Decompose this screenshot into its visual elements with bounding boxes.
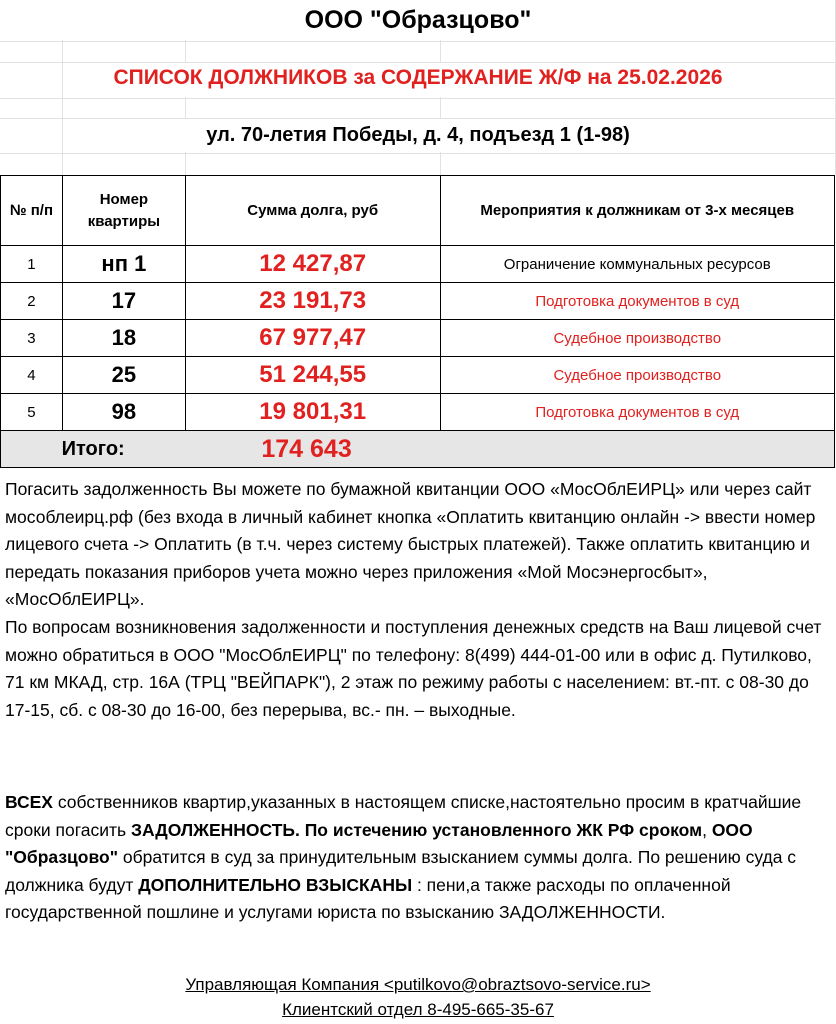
total-label: Итого: [1, 431, 186, 468]
row-number: 4 [1, 357, 63, 394]
row-number: 1 [1, 246, 63, 283]
debtor-measure: Судебное производство [440, 357, 834, 394]
apartment-number: 98 [62, 394, 185, 431]
debtor-measure: Подготовка документов в суд [440, 394, 834, 431]
table-row [1, 357, 835, 394]
warning-bold: ООО "Образцово" [5, 819, 753, 867]
grid-line [0, 153, 836, 154]
client-department-phone[interactable]: Клиентский отдел 8-495-665-35-67 [282, 1000, 554, 1019]
row-number: 3 [1, 320, 63, 357]
debt-warning [5, 789, 831, 927]
table-row [1, 246, 835, 283]
debt-sum: 19 801,31 [185, 394, 440, 431]
warning-bold: ВСЕХ [5, 792, 53, 812]
apartment-number: 25 [62, 357, 185, 394]
debt-sum: 67 977,47 [185, 320, 440, 357]
payment-info: Погасить задолженность Вы можете по бумажной квитанции ООО «МосОблЕИРЦ» или через сайт мособлеирц.рф (без входа в личный кабинет кнопка «Оплатить квитанцию онлайн -> ввести номер лицевого счета -> Оплатить (в т.ч. через систему быстрых платежей). Также оплатить квитанцию и передать показания приборов учета можно через приложения «Мой Мосэнергосбыт», «МосОблЕИРЦ». [5, 479, 816, 609]
list-title: СПИСОК ДОЛЖНИКОВ за СОДЕРЖАНИЕ Ж/Ф на 25.02.2026 [113, 66, 723, 89]
column-header-number: № п/п [1, 176, 63, 246]
warning-text: , [702, 819, 712, 840]
column-header-measures: Мероприятия к должникам от 3-х месяцев [440, 176, 834, 246]
table-row [1, 394, 835, 431]
total-row [1, 431, 835, 468]
row-number: 2 [1, 283, 63, 320]
column-header-apartment: Номер квартиры [62, 176, 185, 246]
company-name: ООО "Образцово" [304, 6, 532, 34]
table-row [1, 320, 835, 357]
warning-bold: ЗАДОЛЖЕННОСТЬ. По истечению установленного ЖК РФ сроком [130, 819, 703, 840]
table-header-row [1, 176, 835, 246]
row-number: 5 [1, 394, 63, 431]
total-sum: 174 643 [185, 431, 834, 468]
debt-sum: 12 427,87 [185, 246, 440, 283]
column-header-sum: Сумма долга, руб [185, 176, 440, 246]
debtors-table [0, 175, 835, 468]
debtor-measure: Ограничение коммунальных ресурсов [440, 246, 834, 283]
management-company-link[interactable]: Управляющая Компания <putilkovo@obraztsovo-service.ru> [185, 975, 651, 994]
apartment-number: 18 [62, 320, 185, 357]
contacts-info: По вопросам возникновения задолженности и поступления денежных средств на Ваш лицевой счет можно обратиться в ООО "МосОблЕИРЦ" по телефону: 8(499) 444-01-00 или в офис д. Путилково, 71 км МКАД, стр. 16А (ТРЦ "ВЕЙПАРК"), 2 этаж по режиму работы с населением: вт.-пт. с 08-30 до 17-15, сб. с 08-30 до 16-00, без перерыва, вс.- пн. – выходные. [5, 617, 822, 720]
warning-text: обратится в суд за принудительным взысканием суммы долга. По решению суда с должника будут [5, 847, 797, 895]
grid-line [0, 98, 836, 99]
warning-text: : пени,а также расходы по оплаченной государственной пошлине и услугами юриста по взысканию ЗАДОЛЖЕННОСТИ. [5, 874, 731, 922]
debt-sum: 23 191,73 [185, 283, 440, 320]
grid-line [0, 41, 836, 42]
table-row [1, 283, 835, 320]
warning-bold: ДОПОЛНИТЕЛЬНО ВЗЫСКАНЫ [138, 874, 413, 895]
debtor-measure: Судебное производство [440, 320, 834, 357]
debt-sum: 51 244,55 [185, 357, 440, 394]
address: ул. 70-летия Победы, д. 4, подъезд 1 (1-98) [206, 124, 630, 146]
apartment-number: нп 1 [62, 246, 185, 283]
apartment-number: 17 [62, 283, 185, 320]
debtor-measure: Подготовка документов в суд [440, 283, 834, 320]
warning-text: собственников квартир,указанных в настоящем списке,настоятельно просим в кратчайшие сроки погасить [5, 792, 802, 840]
